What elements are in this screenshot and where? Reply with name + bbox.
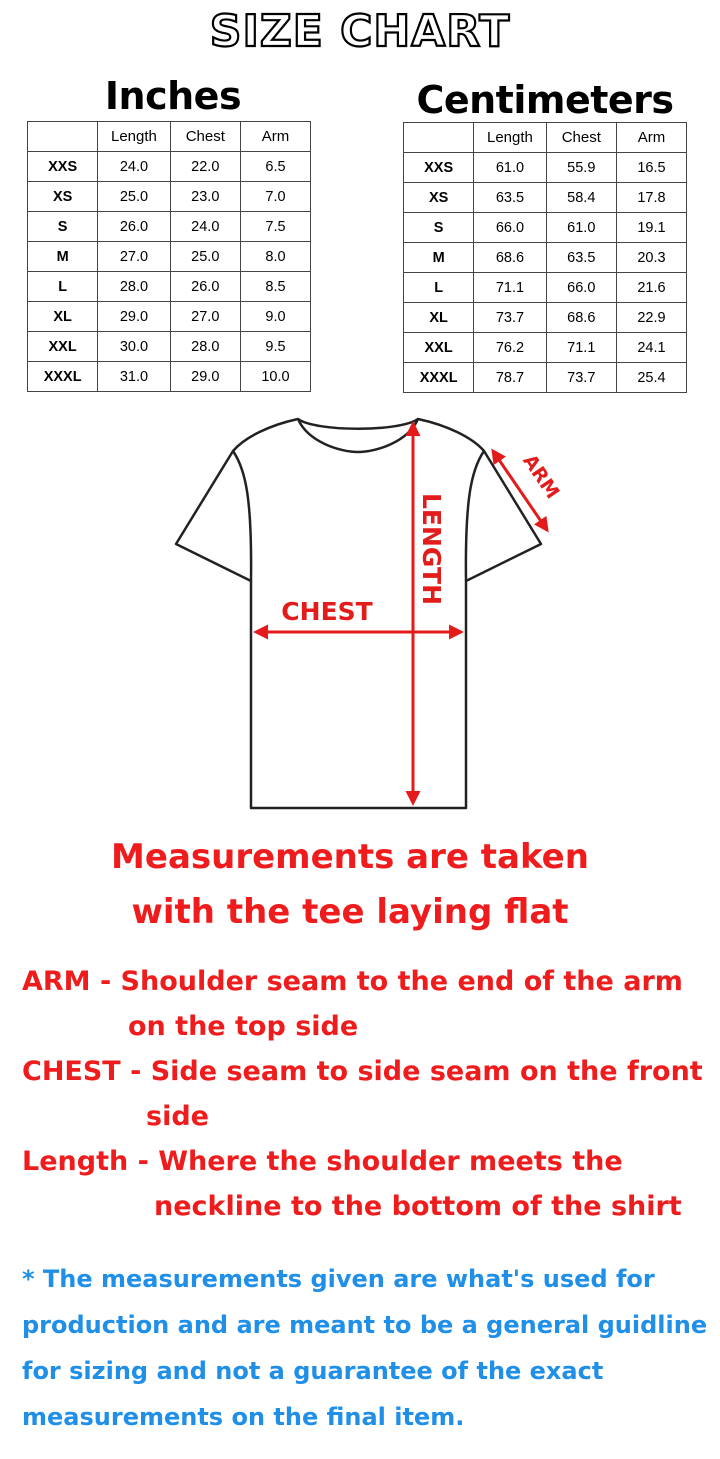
- arm-cell: 8.0: [240, 242, 310, 272]
- size-cell: XXXL: [404, 363, 474, 393]
- chest-cell: 71.1: [546, 333, 616, 363]
- chest-definition: [22, 1049, 712, 1139]
- length-cell: 24.0: [98, 152, 170, 182]
- measurement-note-line-1: Measurements are taken: [111, 837, 589, 877]
- chest-definition-line-1: CHEST - Side seam to side seam on the front: [22, 1056, 703, 1087]
- header-arm: Arm: [616, 123, 686, 153]
- chest-cell: 24.0: [170, 212, 240, 242]
- size-cell: S: [28, 212, 98, 242]
- chest-cell: 26.0: [170, 272, 240, 302]
- header-length: Length: [474, 123, 546, 153]
- header-chest: Chest: [546, 123, 616, 153]
- chest-cell: 66.0: [546, 273, 616, 303]
- arm-cell: 25.4: [616, 363, 686, 393]
- length-cell: 73.7: [474, 303, 546, 333]
- length-cell: 31.0: [98, 362, 170, 392]
- arm-cell: 22.9: [616, 303, 686, 333]
- arm-cell: 9.5: [240, 332, 310, 362]
- chest-definition-line-2: side: [146, 1101, 209, 1132]
- chest-cell: 28.0: [170, 332, 240, 362]
- table-row: [404, 333, 687, 363]
- table-row: [404, 303, 687, 333]
- length-cell: 76.2: [474, 333, 546, 363]
- arm-cell: 7.5: [240, 212, 310, 242]
- disclaimer-line-2: production and are meant to be a general guidline: [22, 1311, 708, 1339]
- length-cell: 78.7: [474, 363, 546, 393]
- length-cell: 26.0: [98, 212, 170, 242]
- measurement-note-line-2: with the tee laying flat: [131, 892, 569, 932]
- arm-cell: 20.3: [616, 243, 686, 273]
- table-row: [28, 182, 311, 212]
- length-definition-line-1: Length - Where the shoulder meets the: [22, 1146, 623, 1177]
- length-label: LENGTH: [417, 493, 446, 605]
- table-row: [28, 302, 311, 332]
- chest-cell: 22.0: [170, 152, 240, 182]
- table-header-row: [404, 123, 687, 153]
- arm-cell: 19.1: [616, 213, 686, 243]
- arm-definition-line-1: ARM - Shoulder seam to the end of the arm: [22, 966, 683, 997]
- arm-definition-line-2: on the top side: [128, 1011, 359, 1042]
- length-cell: 29.0: [98, 302, 170, 332]
- chest-cell: 58.4: [546, 183, 616, 213]
- chest-cell: 61.0: [546, 213, 616, 243]
- header-arm: Arm: [240, 122, 310, 152]
- length-cell: 71.1: [474, 273, 546, 303]
- size-cell: XXXL: [28, 362, 98, 392]
- table-row: [28, 332, 311, 362]
- table-row: [28, 212, 311, 242]
- arm-cell: 7.0: [240, 182, 310, 212]
- length-definition: [22, 1139, 712, 1229]
- length-cell: 68.6: [474, 243, 546, 273]
- header-chest: Chest: [170, 122, 240, 152]
- chest-cell: 23.0: [170, 182, 240, 212]
- length-cell: 61.0: [474, 153, 546, 183]
- arm-cell: 10.0: [240, 362, 310, 392]
- length-cell: 27.0: [98, 242, 170, 272]
- header-length: Length: [98, 122, 170, 152]
- size-cell: XXL: [28, 332, 98, 362]
- arm-cell: 9.0: [240, 302, 310, 332]
- header-blank: [404, 123, 474, 153]
- table-row: [28, 152, 311, 182]
- size-cell: M: [28, 242, 98, 272]
- length-cell: 63.5: [474, 183, 546, 213]
- chest-label: CHEST: [281, 597, 373, 626]
- chest-cell: 25.0: [170, 242, 240, 272]
- disclaimer-line-3: for sizing and not a guarantee of the exact: [22, 1357, 604, 1385]
- inches-size-table: [27, 121, 311, 392]
- size-cell: XS: [28, 182, 98, 212]
- length-cell: 66.0: [474, 213, 546, 243]
- arm-cell: 6.5: [240, 152, 310, 182]
- chest-cell: 55.9: [546, 153, 616, 183]
- measurement-note: [0, 830, 700, 940]
- size-cell: L: [404, 273, 474, 303]
- chest-cell: 27.0: [170, 302, 240, 332]
- disclaimer-line-4: measurements on the final item.: [22, 1403, 465, 1431]
- table-row: [404, 363, 687, 393]
- arm-cell: 21.6: [616, 273, 686, 303]
- size-cell: XXS: [404, 153, 474, 183]
- chest-cell: 68.6: [546, 303, 616, 333]
- size-cell: XL: [404, 303, 474, 333]
- size-cell: XXL: [404, 333, 474, 363]
- arm-definition: [22, 959, 712, 1049]
- size-cell: XL: [28, 302, 98, 332]
- disclaimer: [22, 1256, 712, 1440]
- arm-label: ARM: [518, 450, 564, 503]
- chest-cell: 29.0: [170, 362, 240, 392]
- table-row: [404, 243, 687, 273]
- length-cell: 30.0: [98, 332, 170, 362]
- size-cell: M: [404, 243, 474, 273]
- header-blank: [28, 122, 98, 152]
- table-row: [404, 183, 687, 213]
- table-row: [404, 213, 687, 243]
- length-cell: 28.0: [98, 272, 170, 302]
- arm-cell: 24.1: [616, 333, 686, 363]
- size-cell: L: [28, 272, 98, 302]
- tshirt-measurement-diagram: [170, 412, 580, 817]
- length-cell: 25.0: [98, 182, 170, 212]
- table-row: [28, 272, 311, 302]
- size-cell: XS: [404, 183, 474, 213]
- centimeters-size-table: [403, 122, 687, 393]
- inches-heading: Inches: [104, 74, 242, 118]
- table-header-row: [28, 122, 311, 152]
- table-row: [28, 242, 311, 272]
- page-title: SIZE CHART: [209, 6, 511, 57]
- chest-cell: 63.5: [546, 243, 616, 273]
- size-cell: S: [404, 213, 474, 243]
- chest-cell: 73.7: [546, 363, 616, 393]
- arm-cell: 17.8: [616, 183, 686, 213]
- arm-cell: 16.5: [616, 153, 686, 183]
- table-row: [28, 362, 311, 392]
- size-cell: XXS: [28, 152, 98, 182]
- arm-cell: 8.5: [240, 272, 310, 302]
- table-row: [404, 153, 687, 183]
- table-row: [404, 273, 687, 303]
- length-definition-line-2: neckline to the bottom of the shirt: [154, 1191, 682, 1222]
- disclaimer-line-1: * The measurements given are what's used for: [22, 1265, 655, 1293]
- centimeters-heading: Centimeters: [416, 78, 674, 122]
